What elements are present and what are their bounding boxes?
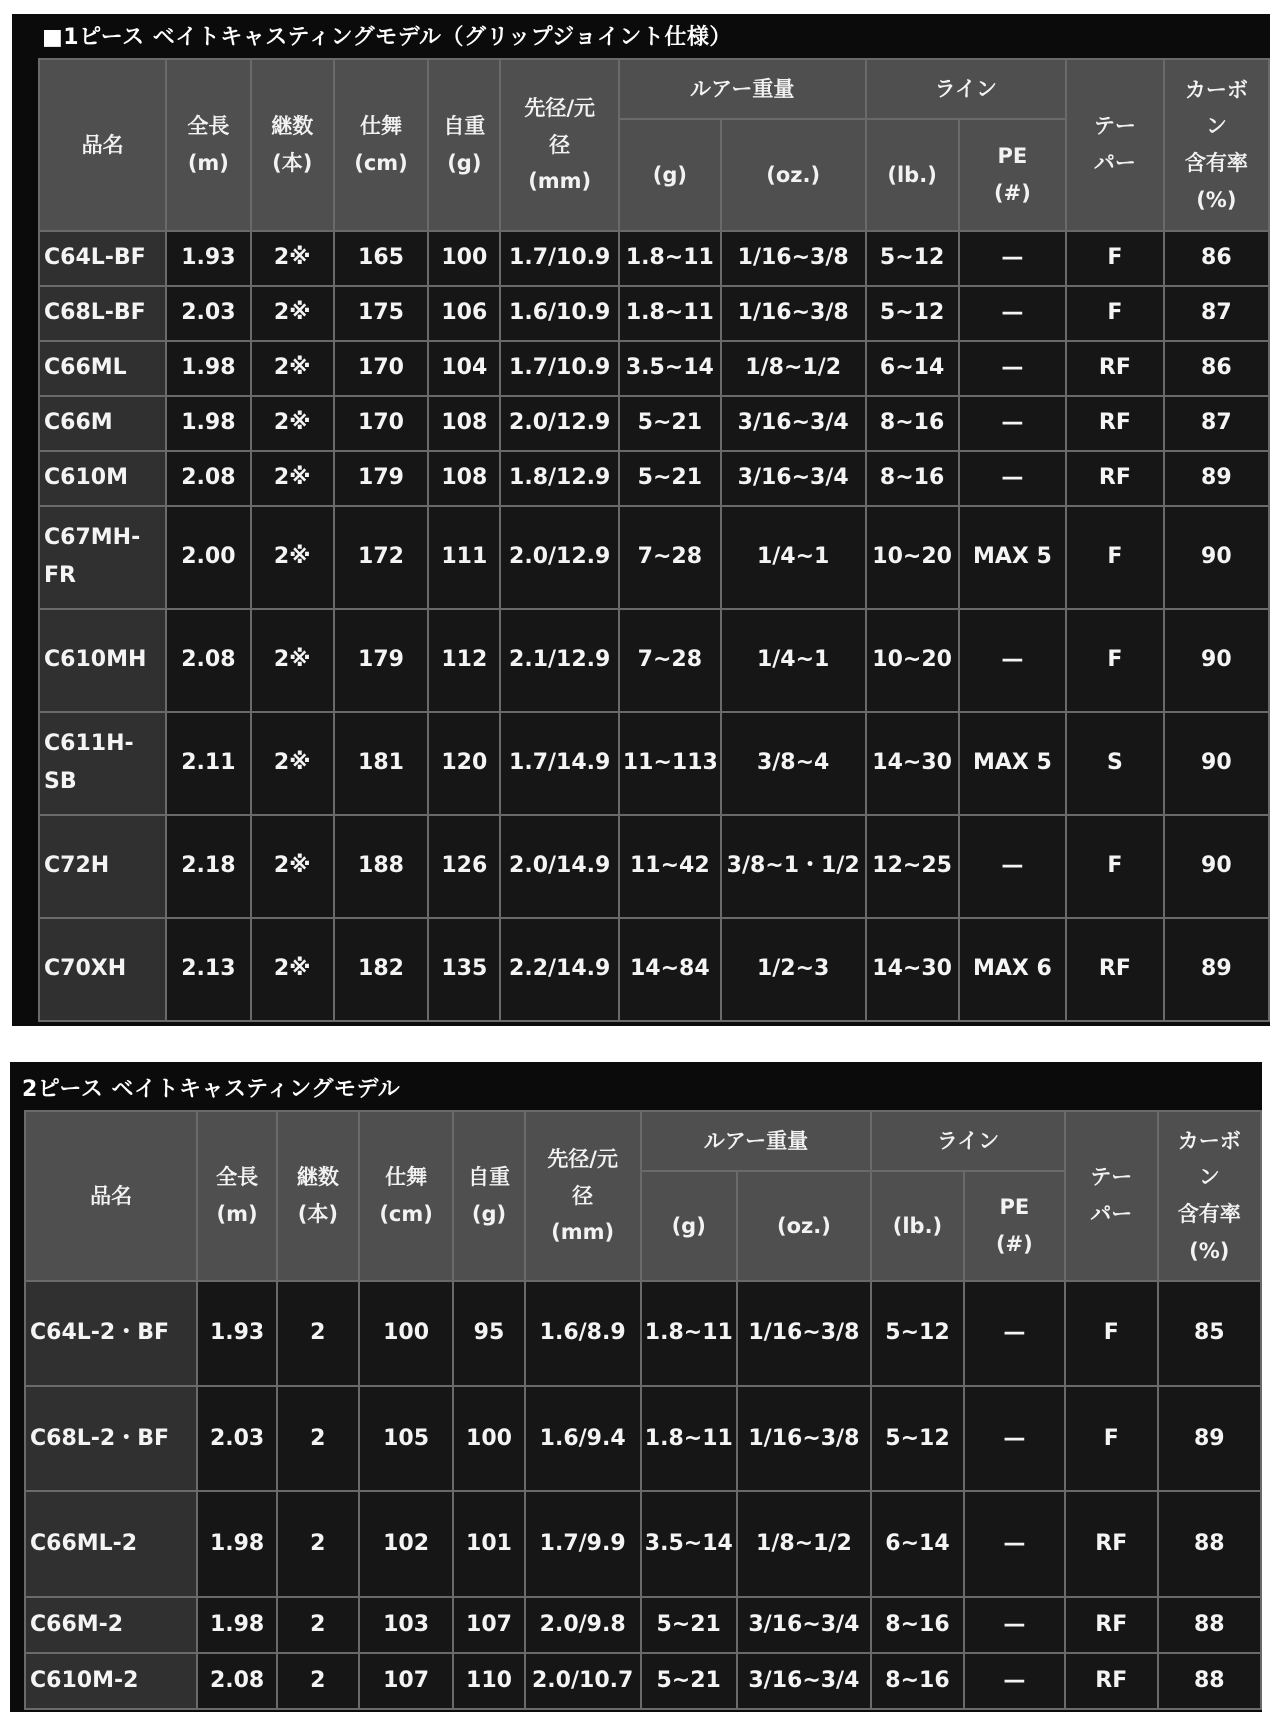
cell-diameter: 1.6/8.9 [525,1281,641,1386]
cell-pieces: 2※ [251,506,334,609]
cell-diameter: 1.7/10.9 [500,341,618,396]
cell-diameter: 2.2/14.9 [500,918,618,1021]
cell-line-lb: 10~20 [866,609,959,712]
table-row [39,712,1269,815]
cell-pieces: 2※ [251,286,334,341]
table-row [39,815,1269,918]
cell-weight: 126 [428,815,500,918]
cell-line-pe: — [964,1491,1065,1596]
col-header-weight: 自重 (g) [453,1111,524,1281]
cell-length: 2.13 [166,918,250,1021]
cell-line-lb: 8~16 [866,451,959,506]
cell-model-name: C64L-BF [39,231,166,286]
cell-taper: F [1066,506,1164,609]
cell-length: 2.11 [166,712,250,815]
cell-carbon: 87 [1164,286,1269,341]
col-header-name: 品名 [25,1111,197,1281]
spec-table [24,1110,1262,1710]
cell-line-pe: — [959,286,1066,341]
cell-pieces: 2※ [251,918,334,1021]
two-piece-spec-panel [10,1062,1262,1712]
cell-pieces: 2※ [251,815,334,918]
cell-lure-oz: 1/16~3/8 [737,1386,872,1491]
cell-lure-g: 11~113 [619,712,721,815]
cell-length: 2.00 [166,506,250,609]
cell-weight: 107 [453,1597,524,1653]
cell-line-pe: — [959,815,1066,918]
cell-line-pe: MAX 5 [959,712,1066,815]
col-header-pieces: 継数 (本) [251,59,334,231]
cell-closed-length: 105 [359,1386,454,1491]
cell-model-name: C610M [39,451,166,506]
cell-model-name: C64L-2・BF [25,1281,197,1386]
table-row [39,231,1269,286]
cell-taper: S [1066,712,1164,815]
col-header-closed-length: 仕舞 (cm) [334,59,428,231]
cell-pieces: 2※ [251,396,334,451]
cell-carbon: 89 [1158,1386,1261,1491]
cell-weight: 95 [453,1281,524,1386]
cell-weight: 135 [428,918,500,1021]
cell-lure-g: 3.5~14 [619,341,721,396]
col-header-carbon: カーボ ン 含有率 (%) [1164,59,1269,231]
cell-length: 1.98 [166,341,250,396]
cell-closed-length: 175 [334,286,428,341]
cell-weight: 112 [428,609,500,712]
cell-pieces: 2 [277,1386,359,1491]
cell-closed-length: 182 [334,918,428,1021]
table-row [39,609,1269,712]
cell-taper: F [1066,609,1164,712]
cell-line-lb: 5~12 [866,286,959,341]
cell-taper: RF [1066,451,1164,506]
cell-line-lb: 5~12 [871,1281,964,1386]
cell-weight: 108 [428,451,500,506]
cell-line-pe: — [959,609,1066,712]
cell-closed-length: 188 [334,815,428,918]
table-body [39,231,1269,1021]
cell-taper: RF [1066,341,1164,396]
col-header-carbon: カーボ ン 含有率 (%) [1158,1111,1261,1281]
cell-line-pe: — [964,1597,1065,1653]
col-header-lure-oz: (oz.) [721,119,866,231]
cell-closed-length: 172 [334,506,428,609]
col-header-weight: 自重 (g) [428,59,500,231]
cell-closed-length: 100 [359,1281,454,1386]
col-header-line: ライン [871,1111,1065,1171]
cell-weight: 100 [453,1386,524,1491]
cell-diameter: 2.0/9.8 [525,1597,641,1653]
cell-diameter: 2.0/12.9 [500,396,618,451]
cell-carbon: 89 [1164,451,1269,506]
table-row [39,286,1269,341]
cell-diameter: 1.6/10.9 [500,286,618,341]
cell-diameter: 2.1/12.9 [500,609,618,712]
cell-taper: F [1065,1386,1158,1491]
cell-taper: RF [1065,1653,1158,1709]
cell-weight: 120 [428,712,500,815]
cell-line-pe: — [964,1281,1065,1386]
cell-line-pe: — [964,1653,1065,1709]
cell-pieces: 2※ [251,341,334,396]
cell-line-lb: 8~16 [871,1597,964,1653]
cell-carbon: 88 [1158,1491,1261,1596]
table-row [39,451,1269,506]
cell-line-lb: 5~12 [866,231,959,286]
col-header-line-lb: (lb.) [866,119,959,231]
cell-lure-g: 7~28 [619,506,721,609]
cell-model-name: C66ML [39,341,166,396]
one-piece-spec-panel [12,14,1270,1026]
cell-diameter: 2.0/10.7 [525,1653,641,1709]
table-row [25,1653,1261,1709]
cell-line-lb: 6~14 [866,341,959,396]
cell-diameter: 1.7/10.9 [500,231,618,286]
table-body [25,1281,1261,1709]
cell-pieces: 2 [277,1281,359,1386]
cell-lure-g: 1.8~11 [641,1386,737,1491]
cell-pieces: 2 [277,1653,359,1709]
cell-carbon: 88 [1158,1653,1261,1709]
cell-taper: RF [1066,918,1164,1021]
col-header-diameter: 先径/元 径 (mm) [525,1111,641,1281]
cell-pieces: 2※ [251,231,334,286]
cell-lure-g: 1.8~11 [641,1281,737,1386]
section-title: ■1ピース ベイトキャスティングモデル（グリップジョイント仕様） [42,25,732,50]
cell-lure-oz: 3/16~3/4 [737,1653,872,1709]
cell-length: 2.18 [166,815,250,918]
cell-length: 2.08 [166,451,250,506]
cell-line-lb: 6~14 [871,1491,964,1596]
table-header [25,1111,1261,1281]
cell-taper: RF [1066,396,1164,451]
col-header-lure-weight: ルアー重量 [619,59,866,119]
cell-taper: F [1066,815,1164,918]
cell-lure-oz: 1/8~1/2 [737,1491,872,1596]
cell-taper: F [1065,1281,1158,1386]
cell-carbon: 88 [1158,1597,1261,1653]
cell-lure-oz: 1/4~1 [721,506,866,609]
cell-lure-oz: 3/8~4 [721,712,866,815]
section-title: 2ピース ベイトキャスティングモデル [22,1077,401,1102]
cell-length: 2.08 [197,1653,277,1709]
cell-carbon: 90 [1164,506,1269,609]
cell-weight: 111 [428,506,500,609]
cell-model-name: C70XH [39,918,166,1021]
cell-model-name: C67MH-FR [39,506,166,609]
cell-lure-g: 5~21 [641,1653,737,1709]
cell-line-pe: — [959,341,1066,396]
col-header-line-pe: PE (#) [959,119,1066,231]
cell-model-name: C66M-2 [25,1597,197,1653]
cell-model-name: C66M [39,396,166,451]
cell-lure-oz: 1/16~3/8 [721,231,866,286]
table-row [39,396,1269,451]
cell-weight: 110 [453,1653,524,1709]
cell-closed-length: 107 [359,1653,454,1709]
cell-weight: 101 [453,1491,524,1596]
cell-carbon: 86 [1164,231,1269,286]
cell-length: 1.98 [197,1597,277,1653]
spec-table [38,58,1270,1022]
cell-model-name: C610M-2 [25,1653,197,1709]
cell-line-pe: — [959,231,1066,286]
cell-line-lb: 10~20 [866,506,959,609]
col-header-line-pe: PE (#) [964,1171,1065,1281]
col-header-lure-oz: (oz.) [737,1171,872,1281]
cell-line-pe: — [959,396,1066,451]
cell-model-name: C611H-SB [39,712,166,815]
cell-line-lb: 8~16 [871,1653,964,1709]
cell-line-pe: MAX 6 [959,918,1066,1021]
cell-carbon: 87 [1164,396,1269,451]
cell-carbon: 86 [1164,341,1269,396]
cell-taper: RF [1065,1597,1158,1653]
cell-length: 1.98 [166,396,250,451]
cell-closed-length: 165 [334,231,428,286]
cell-lure-oz: 1/16~3/8 [721,286,866,341]
col-header-name: 品名 [39,59,166,231]
col-header-lure-g: (g) [619,119,721,231]
cell-line-pe: MAX 5 [959,506,1066,609]
cell-pieces: 2※ [251,451,334,506]
cell-model-name: C72H [39,815,166,918]
cell-length: 2.08 [166,609,250,712]
cell-taper: F [1066,231,1164,286]
cell-lure-g: 3.5~14 [641,1491,737,1596]
cell-lure-g: 1.8~11 [619,286,721,341]
cell-line-lb: 14~30 [866,918,959,1021]
col-header-length: 全長 (m) [197,1111,277,1281]
col-header-length: 全長 (m) [166,59,250,231]
cell-taper: F [1066,286,1164,341]
cell-carbon: 90 [1164,712,1269,815]
cell-lure-g: 5~21 [619,451,721,506]
cell-diameter: 1.8/12.9 [500,451,618,506]
cell-closed-length: 179 [334,609,428,712]
col-header-diameter: 先径/元 径 (mm) [500,59,618,231]
table-row [25,1386,1261,1491]
table-row [39,918,1269,1021]
cell-pieces: 2※ [251,609,334,712]
cell-lure-g: 1.8~11 [619,231,721,286]
col-header-taper: テー パー [1065,1111,1158,1281]
cell-pieces: 2 [277,1597,359,1653]
cell-closed-length: 181 [334,712,428,815]
cell-diameter: 2.0/14.9 [500,815,618,918]
cell-line-lb: 5~12 [871,1386,964,1491]
col-header-taper: テー パー [1066,59,1164,231]
table-row [39,341,1269,396]
cell-lure-oz: 1/4~1 [721,609,866,712]
cell-line-lb: 14~30 [866,712,959,815]
cell-weight: 100 [428,231,500,286]
table-header [39,59,1269,231]
cell-closed-length: 170 [334,396,428,451]
cell-lure-g: 14~84 [619,918,721,1021]
cell-lure-oz: 1/2~3 [721,918,866,1021]
cell-carbon: 90 [1164,815,1269,918]
cell-lure-g: 11~42 [619,815,721,918]
cell-line-lb: 12~25 [866,815,959,918]
cell-length: 1.93 [166,231,250,286]
col-header-closed-length: 仕舞 (cm) [359,1111,454,1281]
cell-lure-oz: 3/16~3/4 [721,396,866,451]
cell-diameter: 2.0/12.9 [500,506,618,609]
cell-line-lb: 8~16 [866,396,959,451]
table-row [25,1491,1261,1596]
cell-model-name: C68L-2・BF [25,1386,197,1491]
cell-closed-length: 103 [359,1597,454,1653]
cell-weight: 106 [428,286,500,341]
table-row [25,1281,1261,1386]
cell-lure-g: 5~21 [641,1597,737,1653]
cell-lure-g: 5~21 [619,396,721,451]
cell-weight: 108 [428,396,500,451]
cell-length: 1.98 [197,1491,277,1596]
cell-diameter: 1.7/9.9 [525,1491,641,1596]
cell-line-pe: — [959,451,1066,506]
cell-length: 2.03 [166,286,250,341]
cell-closed-length: 102 [359,1491,454,1596]
cell-lure-oz: 3/16~3/4 [737,1597,872,1653]
cell-lure-oz: 1/16~3/8 [737,1281,872,1386]
col-header-pieces: 継数 (本) [277,1111,359,1281]
col-header-lure-weight: ルアー重量 [641,1111,871,1171]
cell-length: 2.03 [197,1386,277,1491]
cell-lure-oz: 3/8~1・1/2 [721,815,866,918]
cell-carbon: 89 [1164,918,1269,1021]
table-row [39,506,1269,609]
col-header-line-lb: (lb.) [871,1171,964,1281]
cell-lure-g: 7~28 [619,609,721,712]
cell-pieces: 2※ [251,712,334,815]
col-header-lure-g: (g) [641,1171,737,1281]
col-header-line: ライン [866,59,1067,119]
cell-carbon: 85 [1158,1281,1261,1386]
cell-closed-length: 170 [334,341,428,396]
cell-lure-oz: 3/16~3/4 [721,451,866,506]
cell-model-name: C68L-BF [39,286,166,341]
cell-pieces: 2 [277,1491,359,1596]
cell-carbon: 90 [1164,609,1269,712]
table-row [25,1597,1261,1653]
cell-taper: RF [1065,1491,1158,1596]
cell-lure-oz: 1/8~1/2 [721,341,866,396]
cell-model-name: C610MH [39,609,166,712]
cell-line-pe: — [964,1386,1065,1491]
cell-closed-length: 179 [334,451,428,506]
cell-diameter: 1.6/9.4 [525,1386,641,1491]
cell-model-name: C66ML-2 [25,1491,197,1596]
cell-weight: 104 [428,341,500,396]
cell-diameter: 1.7/14.9 [500,712,618,815]
cell-length: 1.93 [197,1281,277,1386]
